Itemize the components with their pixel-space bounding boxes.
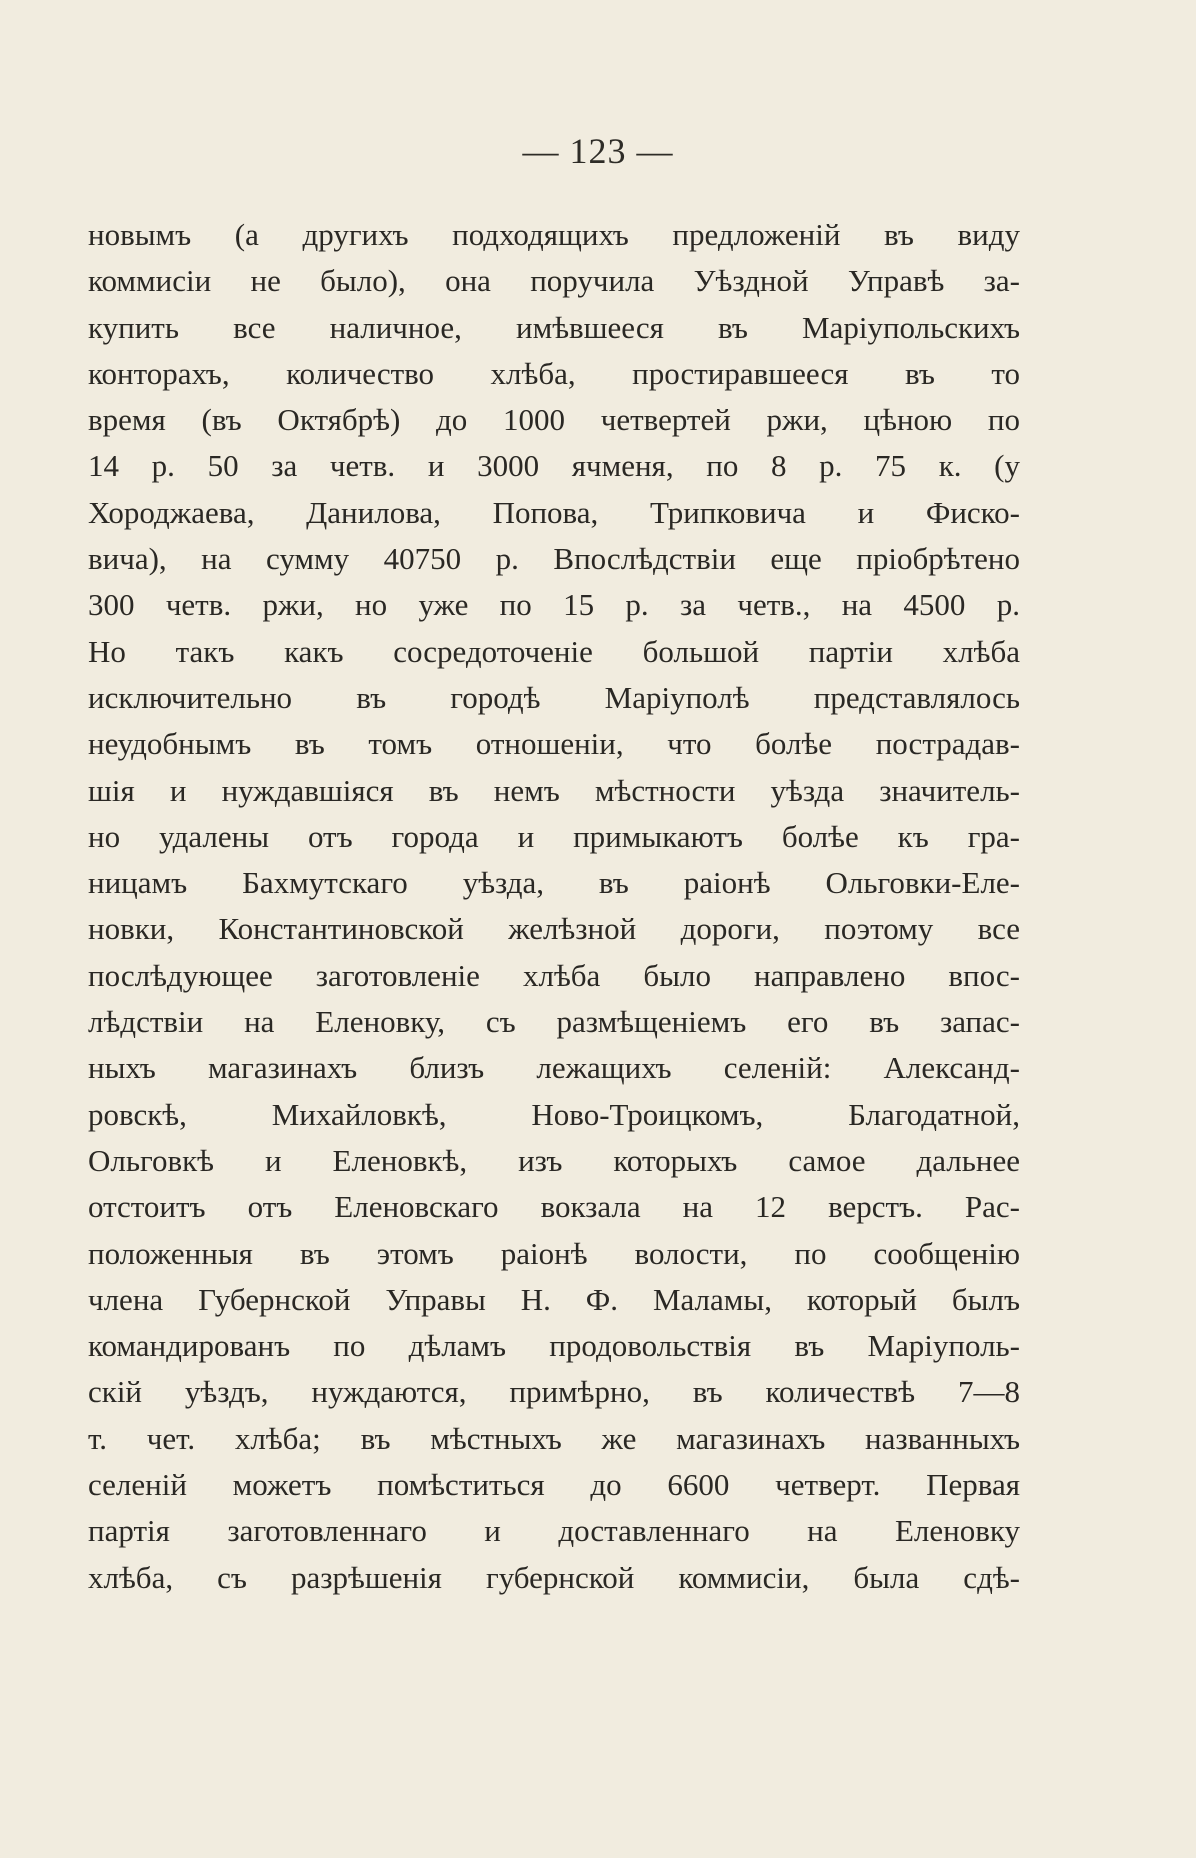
text-line: скій уѣздъ, нуждаются, примѣрно, въ количествѣ 7—8	[88, 1374, 1020, 1410]
text-line: время (въ Октябрѣ) до 1000 четвертей ржи, цѣною по	[88, 402, 1020, 438]
text-line: ницамъ Бахмутскаго уѣзда, въ раіонѣ Ольговки-Еле-	[88, 865, 1020, 901]
text-line: члена Губернской Управы Н. Ф. Маламы, который былъ	[88, 1281, 1020, 1317]
page-number: — 123 —	[522, 131, 674, 171]
text-line: купить все наличное, имѣвшееся въ Маріупольскихъ	[88, 309, 1020, 345]
text-line: Но такъ какъ сосредоточеніе большой партіи хлѣба	[88, 633, 1020, 669]
text-line: селеній можетъ помѣститься до 6600 четверт. Первая	[88, 1467, 1020, 1503]
text-line: шія и нуждавшіяся въ немъ мѣстности уѣзда значитель-	[88, 772, 1020, 808]
text-line: Хороджаева, Данилова, Попова, Трипковича и Фиско-	[88, 494, 1020, 530]
text-line: 300 четв. ржи, но уже по 15 р. за четв., на 4500 р.	[88, 587, 1020, 623]
text-line: лѣдствіи на Еленовку, съ размѣщеніемъ его въ запас-	[88, 1004, 1020, 1040]
text-line: но удалены отъ города и примыкаютъ болѣе къ гра-	[88, 818, 1020, 854]
text-line: неудобнымъ въ томъ отношеніи, что болѣе пострадав-	[88, 726, 1020, 762]
text-line: партія заготовленнаго и доставленнаго на Еленовку	[88, 1513, 1020, 1549]
text-line: исключительно въ городѣ Маріуполѣ представлялось	[88, 679, 1020, 715]
text-line: командированъ по дѣламъ продовольствія въ Маріуполь-	[88, 1328, 1020, 1364]
text-line: послѣдующее заготовленіе хлѣба было направлено впос-	[88, 957, 1020, 993]
text-line: 14 р. 50 за четв. и 3000 ячменя, по 8 р. 75 к. (у	[88, 448, 1020, 484]
text-line: Ольговкѣ и Еленовкѣ, изъ которыхъ самое дальнее	[88, 1142, 1020, 1178]
text-line: т. чет. хлѣба; въ мѣстныхъ же магазинахъ названныхъ	[88, 1420, 1020, 1456]
text-line: новки, Константиновской желѣзной дороги, поэтому все	[88, 911, 1020, 947]
text-line: положенныя въ этомъ раіонѣ волости, по сообщенію	[88, 1235, 1020, 1271]
text-line: вича), на сумму 40750 р. Впослѣдствіи еще пріобрѣтено	[88, 541, 1020, 577]
body-text	[88, 212, 1020, 1601]
text-line: отстоитъ отъ Еленовскаго вокзала на 12 верстъ. Рас-	[88, 1189, 1020, 1225]
text-line: ныхъ магазинахъ близъ лежащихъ селеній: Александ-	[88, 1050, 1020, 1086]
text-line: ровскѣ, Михайловкѣ, Ново-Троицкомъ, Благодатной,	[88, 1096, 1020, 1132]
text-line: конторахъ, количество хлѣба, простиравшееся въ то	[88, 355, 1020, 391]
text-line: коммисіи не было), она поручила Уѣздной Управѣ за-	[88, 263, 1020, 299]
text-line: хлѣба, съ разрѣшенія губернской коммисіи, была сдѣ-	[88, 1559, 1020, 1595]
text-line: новымъ (а другихъ подходящихъ предложеній въ виду	[88, 217, 1020, 252]
